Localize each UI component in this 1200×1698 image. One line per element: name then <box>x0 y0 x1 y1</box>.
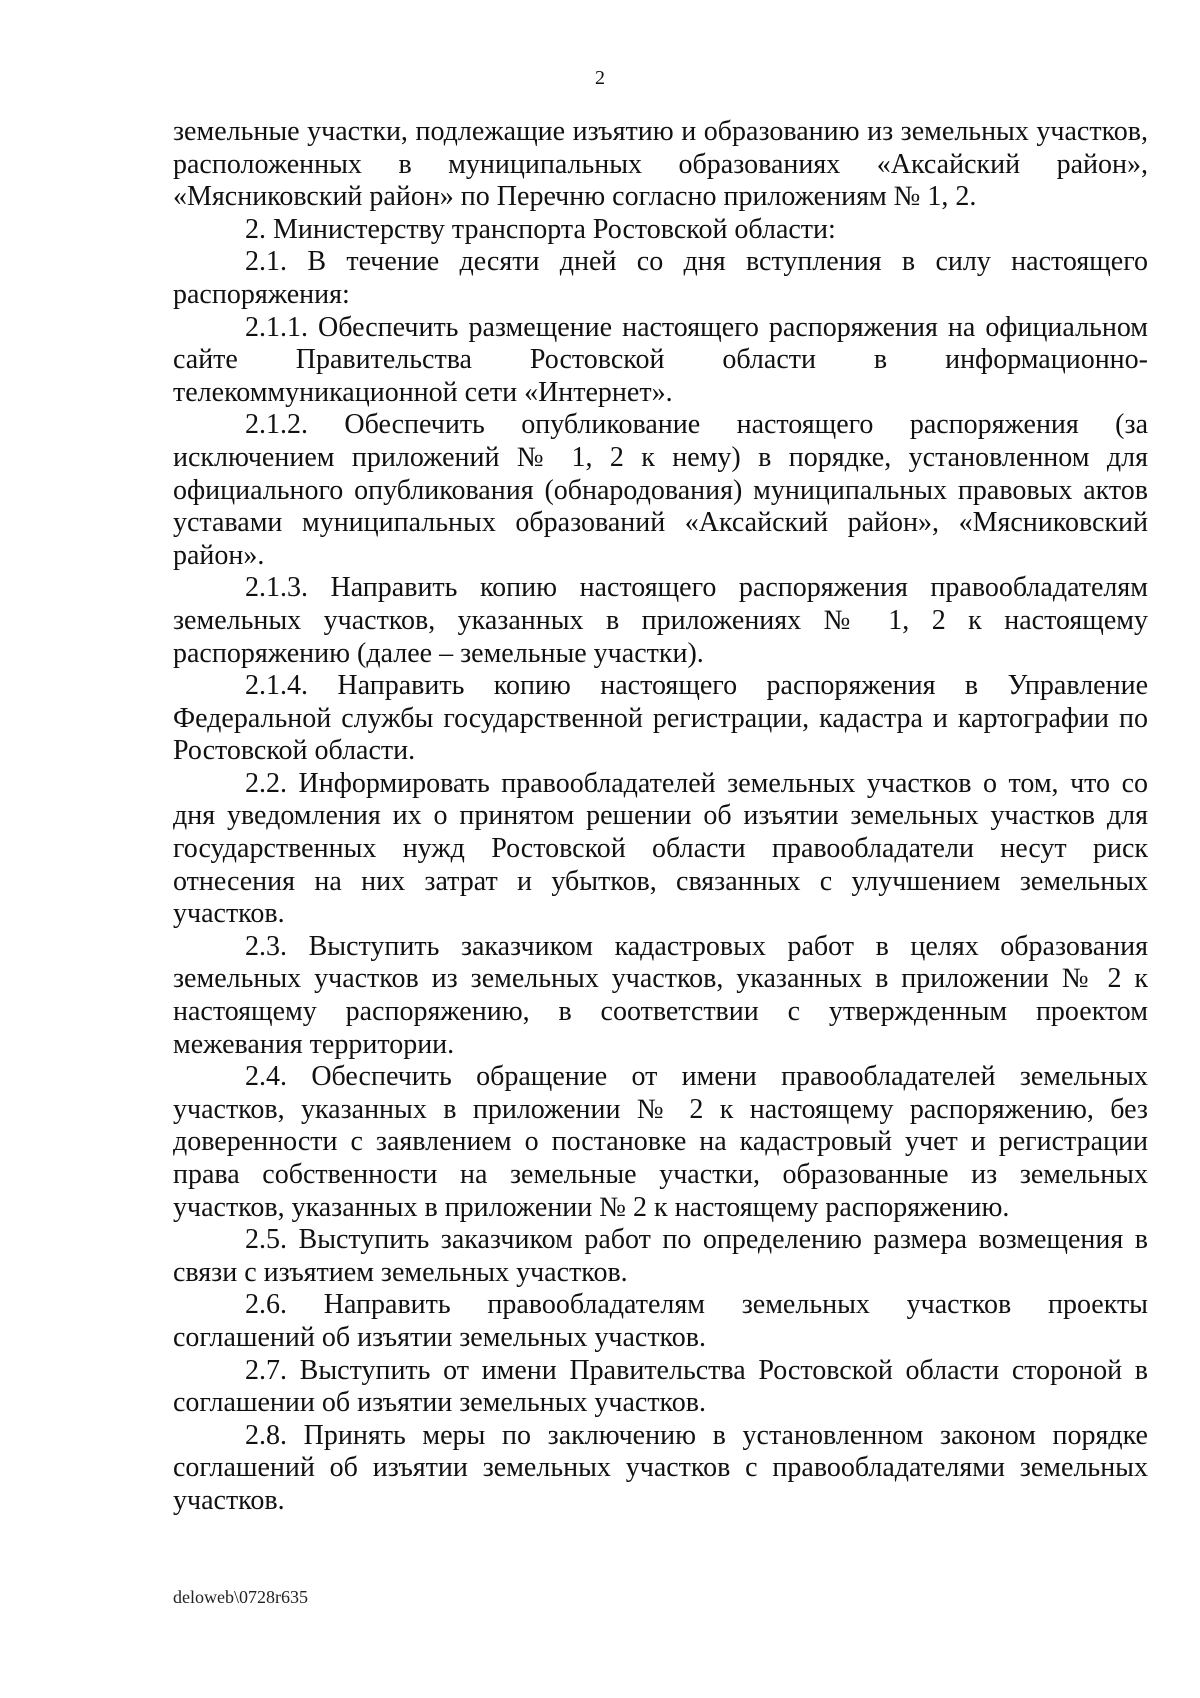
paragraph-2-5: 2.5. Выступить заказчиком работ по определению размера возмещения в связи с изъятием земельных участков. <box>173 1224 1148 1288</box>
paragraph-2-1-3: 2.1.3. Направить копию настоящего распоряжения правообладателям земельных участков, указанных в приложениях № 1, 2 к настоящему распоряжению (далее – земельные участки). <box>173 572 1148 669</box>
paragraph-2-1-4: 2.1.4. Направить копию настоящего распоряжения в Управление Федеральной службы государственной регистрации, кадастра и картографии по Ростовской области. <box>173 670 1148 767</box>
document-footer-code: deloweb\0728r635 <box>173 1587 308 1607</box>
paragraph-2-6: 2.6. Направить правообладателям земельных участков проекты соглашений об изъятии земельных участков. <box>173 1289 1148 1353</box>
paragraph-2-1: 2.1. В течение десяти дней со дня вступления в силу настоящего распоряжения: <box>173 246 1148 310</box>
paragraph-2-3: 2.3. Выступить заказчиком кадастровых работ в целях образования земельных участков из земельных участков, указанных в приложении № 2 к настоящему распоряжению, в соответствии с утвержденным проектом межевания территории. <box>173 930 1148 1060</box>
page-number: 2 <box>595 67 605 89</box>
paragraph-2-1-2: 2.1.2. Обеспечить опубликование настоящего распоряжения (за исключением приложений № 1, 2 к нему) в порядке, установленном для официального опубликования (обнародования) муниципальных правовых актов уставами муниципальных образований «Аксайский район», «Мясниковский район». <box>173 409 1148 571</box>
paragraph-2-8: 2.8. Принять меры по заключению в установленном законом порядке соглашений об изъятии земельных участков с правообладателями земельных участков. <box>173 1419 1148 1516</box>
paragraph-2-2: 2.2. Информировать правообладателей земельных участков о том, что со дня уведомления их о принятом решении об изъятии земельных участков для государственных нужд Ростовской области правообладатели несут риск отнесения на них затрат и убытков, связанных с улучшением земельных участков. <box>173 767 1148 930</box>
paragraph-continuation: земельные участки, подлежащие изъятию и образованию из земельных участков, расположенных в муниципальных образованиях «Аксайский район», «Мясниковский район» по Перечню согласно приложениям № 1, 2. <box>173 116 1148 213</box>
document-body <box>173 116 1148 1518</box>
paragraph-2-1-1: 2.1.1. Обеспечить размещение настоящего распоряжения на официальном сайте Правительства Ростовской области в информационно-телекоммуникационной сети «Интернет». <box>173 311 1148 408</box>
paragraph-2-7: 2.7. Выступить от имени Правительства Ростовской области стороной в соглашении об изъятии земельных участков. <box>173 1354 1148 1419</box>
paragraph-2: 2. Министерству транспорта Ростовской области: <box>245 213 836 245</box>
paragraph-2-4: 2.4. Обеспечить обращение от имени правообладателей земельных участков, указанных в приложении № 2 к настоящему распоряжению, без доверенности с заявлением о постановке на кадастровый учет и регистрации права собственности на земельные участки, образованные из земельных участков, указанных в приложении № 2 к настоящему распоряжению. <box>173 1061 1148 1223</box>
